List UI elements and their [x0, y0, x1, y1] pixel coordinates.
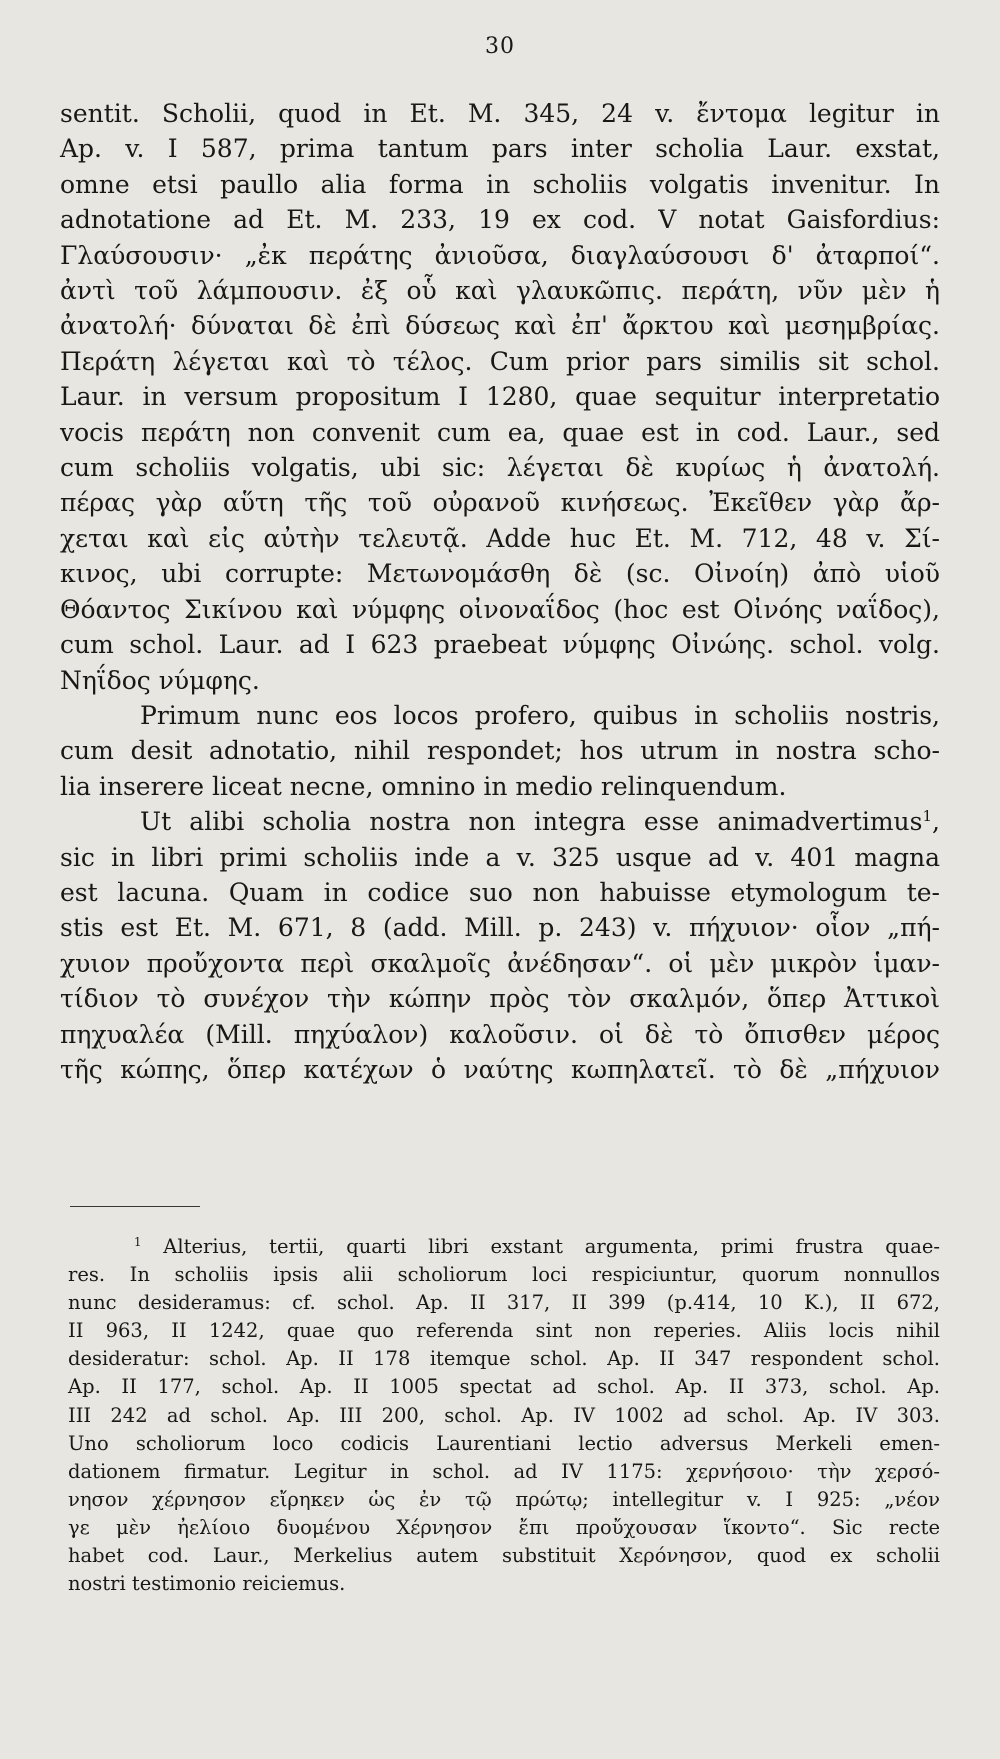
- text-line: cum schol. Laur. ad I 623 praebeat νύμφης Οἰνώης. schol. volg.: [60, 630, 940, 660]
- text-line: est lacuna. Quam in codice suo non habuisse etymologum te-: [60, 877, 940, 907]
- text-line: χυιον προὔχοντα περὶ σκαλμοῖς ἀνέδησαν“. οἱ μὲν μικρὸν ἱμαν-: [60, 948, 940, 978]
- text-line: [60, 804, 940, 839]
- text-line: cum scholiis volgatis, ubi sic: λέγεται δὲ κυρίως ἡ ἀνατολή.: [60, 453, 940, 483]
- text-line: Primum nunc eos locos profero, quibus in scholiis nostris,: [140, 700, 940, 730]
- footnote-line: III 242 ad schol. Ap. III 200, schol. Ap. IV 1002 ad schol. Ap. IV 303.: [68, 1403, 940, 1427]
- footnote-marker: 1: [134, 1234, 142, 1249]
- text-line: lia inserere liceat necne, omnino in medio relinquendum.: [60, 771, 787, 801]
- footnote-line: Ap. II 177, schol. Ap. II 1005 spectat ad schol. Ap. II 373, schol. Ap.: [68, 1375, 940, 1399]
- text-line: stis est Et. M. 671, 8 (add. Mill. p. 243) v. πήχυιον· οἷον „πή-: [60, 913, 940, 943]
- text-line: sentit. Scholii, quod in Et. M. 345, 24 v. ἔντομα legitur in: [60, 99, 940, 128]
- footnote-line: desideratur: schol. Ap. II 178 itemque schol. Ap. II 347 respondent schol.: [68, 1347, 940, 1371]
- footnote-line: res. In scholiis ipsis alii scholiorum loci respiciuntur, quorum nonnullos: [68, 1263, 940, 1287]
- footnote-line: dationem firmatur. Legitur in schol. ad IV 1175: χερνήσοιο· τὴν χερσό-: [68, 1459, 940, 1483]
- text-line: sic in libri primi scholiis inde a v. 325 usque ad v. 401 magna: [60, 842, 940, 872]
- text-line: Θόαντος Σικίνου καὶ νύμφης οἰνοναΐδος (hoc est Οἰνόης ναΐδος),: [60, 594, 940, 624]
- footnote-line: habet cod. Laur., Merkelius autem substituit Χερόνησον, quod ex scholii: [68, 1544, 940, 1568]
- text-span: ,: [932, 807, 940, 837]
- text-line: ἀνατολή· δύναται δὲ ἐπὶ δύσεως καὶ ἐπ' ἄρκτου καὶ μεσημβρίας.: [60, 311, 940, 341]
- paragraph-1: [60, 96, 940, 698]
- footnote-line: [68, 1233, 940, 1261]
- text-line: Laur. in versum propositum I 1280, quae sequitur interpretatio: [60, 382, 940, 412]
- footnote-line: Uno scholiorum loco codicis Laurentiani lectio adversus Merkeli emen-: [68, 1431, 940, 1455]
- page-number: 30: [485, 34, 515, 59]
- footnote-line: nunc desideramus: cf. schol. Ap. II 317, II 399 (p.414, 10 K.), II 672,: [68, 1291, 940, 1315]
- footnote-divider: [70, 1206, 200, 1207]
- text-line: Ap. v. I 587, prima tantum pars inter scholia Laur. exstat,: [60, 134, 940, 164]
- text-line: τῆς κώπης, ὅπερ κατέχων ὁ ναύτης κωπηλατεῖ. τὸ δὲ „πήχυιον: [60, 1054, 940, 1084]
- footnotes: [68, 1233, 940, 1598]
- text-line: Περάτη λέγεται καὶ τὸ τέλος. Cum prior pars similis sit schol.: [60, 346, 940, 376]
- text-span: Ut alibi scholia nostra non integra esse animadvertimus: [140, 807, 923, 837]
- text-line: πέρας γὰρ αὕτη τῆς τοῦ οὐρανοῦ κινήσεως. Ἐκεῖθεν γὰρ ἄρ-: [60, 488, 940, 518]
- text-line: πηχυαλέα (Mill. πηχύαλον) καλοῦσιν. οἱ δὲ τὸ ὄπισθεν μέρος: [60, 1019, 940, 1049]
- text-line: κινος, ubi corrupte: Μετωνομάσθη δὲ (sc. Οἰνοίη) ἀπὸ υἱοῦ: [60, 559, 940, 589]
- footnote-line: νησον χέρνησον εἴρηκεν ὡς ἐν τῷ πρώτῳ; intellegitur v. I 925: „νέον: [68, 1487, 940, 1511]
- footnote-line: γε μὲν ἠελίοιο δυομένου Χέρνησον ἔπι προὔχουσαν ἵκοντο“. Sic recte: [68, 1515, 940, 1539]
- text-line: Γλαύσουσιν· „ἐκ περάτης ἀνιοῦσα, διαγλαύσουσι δ' ἀταρποί“.: [60, 240, 940, 270]
- main-text: [60, 96, 940, 1087]
- paragraph-3: [60, 804, 940, 1087]
- footnote-line: II 963, II 1242, quae quo referenda sint non reperies. Aliis locis nihil: [68, 1319, 940, 1343]
- footnote-reference[interactable]: 1: [922, 807, 933, 826]
- text-line: τίδιον τὸ συνέχον τὴν κώπην πρὸς τὸν σκαλμόν, ὅπερ Ἀττικοὶ: [60, 984, 940, 1014]
- text-line: Νηΐδος νύμφης.: [60, 665, 260, 695]
- footnote-line: nostri testimonio reiciemus.: [68, 1572, 346, 1596]
- text-line: omne etsi paullo alia forma in scholiis volgatis invenitur. In: [60, 169, 940, 199]
- text-line: adnotatione ad Et. M. 233, 19 ex cod. V notat Gaisfordius:: [60, 205, 940, 235]
- text-line: χεται καὶ εἰς αὐτὴν τελευτᾷ. Adde huc Et. M. 712, 48 v. Σί-: [60, 523, 940, 553]
- text-line: cum desit adnotatio, nihil respondet; hos utrum in nostra scho-: [60, 736, 940, 766]
- paragraph-2: [60, 698, 940, 804]
- text-line: ἀντὶ τοῦ λάμπουσιν. ἐξ οὗ καὶ γλαυκῶπις. περάτη, νῦν μὲν ἡ: [60, 276, 940, 306]
- text-span: Alterius, tertii, quarti libri exstant argumenta, primi frustra quae-: [163, 1235, 940, 1258]
- text-line: vocis περάτη non convenit cum ea, quae est in cod. Laur., sed: [60, 417, 940, 447]
